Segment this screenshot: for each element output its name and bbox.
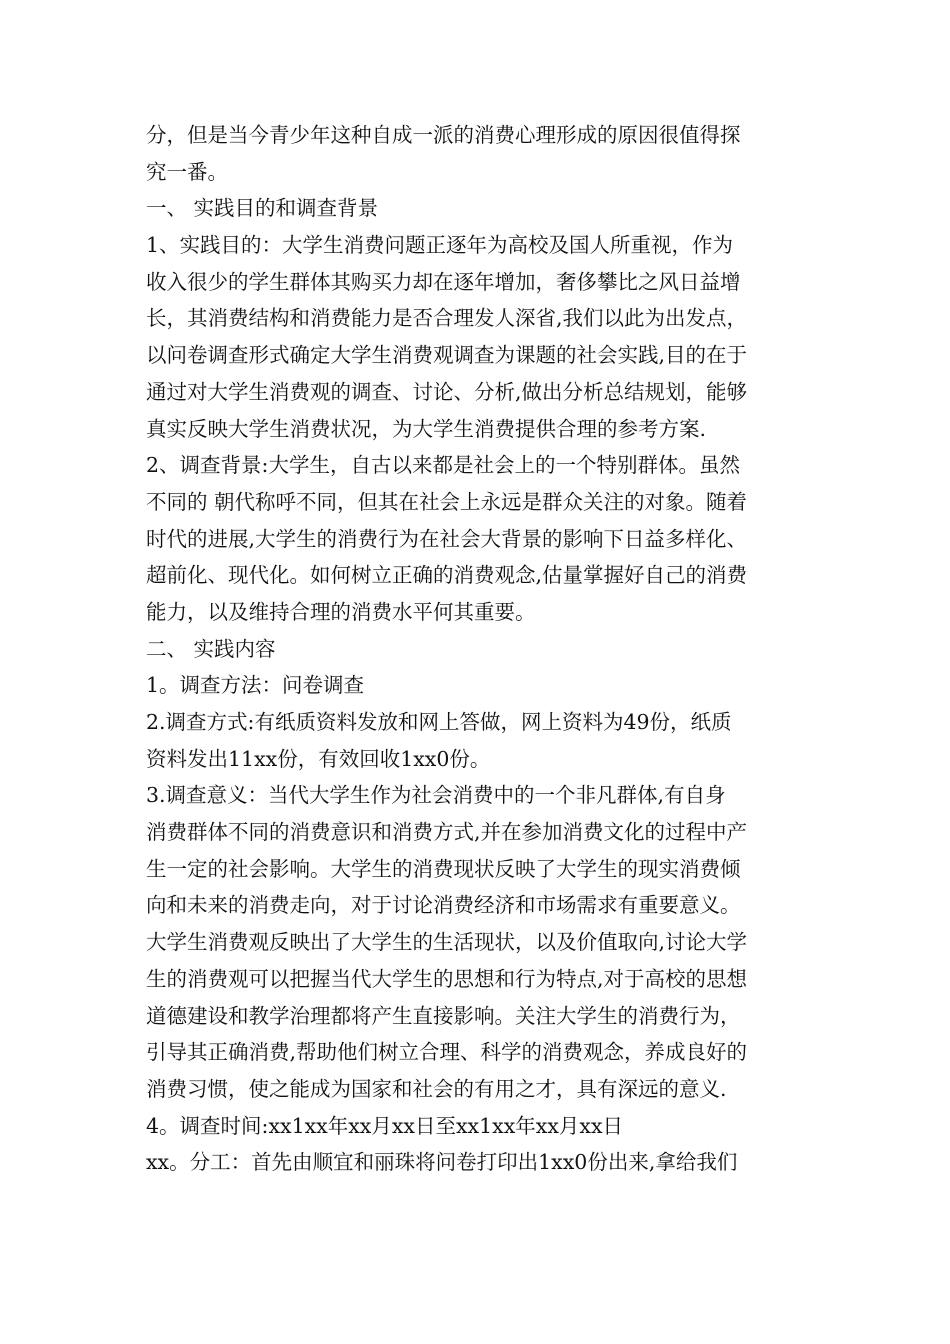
section-heading: 一、 实践目的和调查背景 — [146, 196, 379, 221]
text-line: 分，但是当今青少年这种自成一派的消费心理形成的原因很值得探 — [146, 123, 741, 147]
text-line: 大学生消费观反映出了大学生的生活现状，以及价值取向,讨论大学 — [146, 930, 748, 955]
text-line: 不同的 朝代称呼不同，但其在社会上永远是群众关注的对象。随着 — [146, 489, 748, 514]
text-line: 能力，以及维持合理的消费水平何其重要。 — [146, 599, 536, 624]
text-line: 引导其正确消费,帮助他们树立合理、科学的消费观念，养成良好的 — [146, 1040, 748, 1065]
text-line: 3.调查意义：当代大学生作为社会消费中的一个非凡群体,有自身 — [146, 783, 726, 808]
text-line: 以问卷调查形式确定大学生消费观调查为课题的社会实践,目的在于 — [146, 343, 748, 368]
text-line: 长，其消费结构和消费能力是否合理发人深省,我们以此为出发点， — [146, 306, 748, 331]
text-line: 消费习惯，使之能成为国家和社会的有用之才，具有深远的意义. — [146, 1076, 727, 1101]
text-line: 通过对大学生消费观的调查、讨论、分析,做出分析总结规划，能够 — [146, 379, 748, 404]
text-line: 超前化、现代化。如何树立正确的消费观念,估量掌握好自己的消费 — [146, 563, 748, 588]
text-line: 1。调查方法：问卷调查 — [146, 673, 365, 698]
text-line: 真实反映大学生消费状况，为大学生消费提供合理的参考方案. — [146, 416, 707, 441]
text-line: 1、实践目的：大学生消费问题正逐年为高校及国人所重视，作为 — [146, 233, 734, 258]
section-heading: 二、 实践内容 — [146, 636, 276, 661]
text-line: xx。分工：首先由顺宜和丽珠将问卷打印出1xx0份出来,拿给我们 — [146, 1150, 738, 1175]
text-line: 消费群体不同的消费意识和消费方式,并在参加消费文化的过程中产 — [146, 820, 748, 845]
document-body — [146, 117, 816, 1181]
text-line: 生一定的社会影响。大学生的消费现状反映了大学生的现实消费倾 — [146, 856, 741, 881]
text-line: 生的消费观可以把握当代大学生的思想和行为特点,对于高校的思想 — [146, 966, 748, 991]
text-line: 道德建设和教学治理都将产生直接影响。关注大学生的消费行为， — [146, 1003, 741, 1028]
text-line: 资料发出11xx份，有效回收1xx0份。 — [146, 746, 491, 771]
text-line: 向和未来的消费走向，对于讨论消费经济和市场需求有重要意义。 — [146, 893, 741, 918]
text-line: 究一番。 — [146, 159, 228, 184]
text-line: 时代的进展,大学生的消费行为在社会大背景的影响下日益多样化、 — [146, 526, 748, 551]
text-line: 2、调查背景:大学生，自古以来都是社会上的一个特别群体。虽然 — [146, 453, 740, 478]
text-line: 4。调查时间:xx1xx年xx月xx日至xx1xx年xx月xx日 — [146, 1113, 624, 1138]
text-line: 2.调查方式:有纸质资料发放和网上答做，网上资料为49份，纸质 — [146, 710, 732, 734]
text-line: 收入很少的学生群体其购买力却在逐年增加，奢侈攀比之风日益增 — [146, 269, 741, 294]
